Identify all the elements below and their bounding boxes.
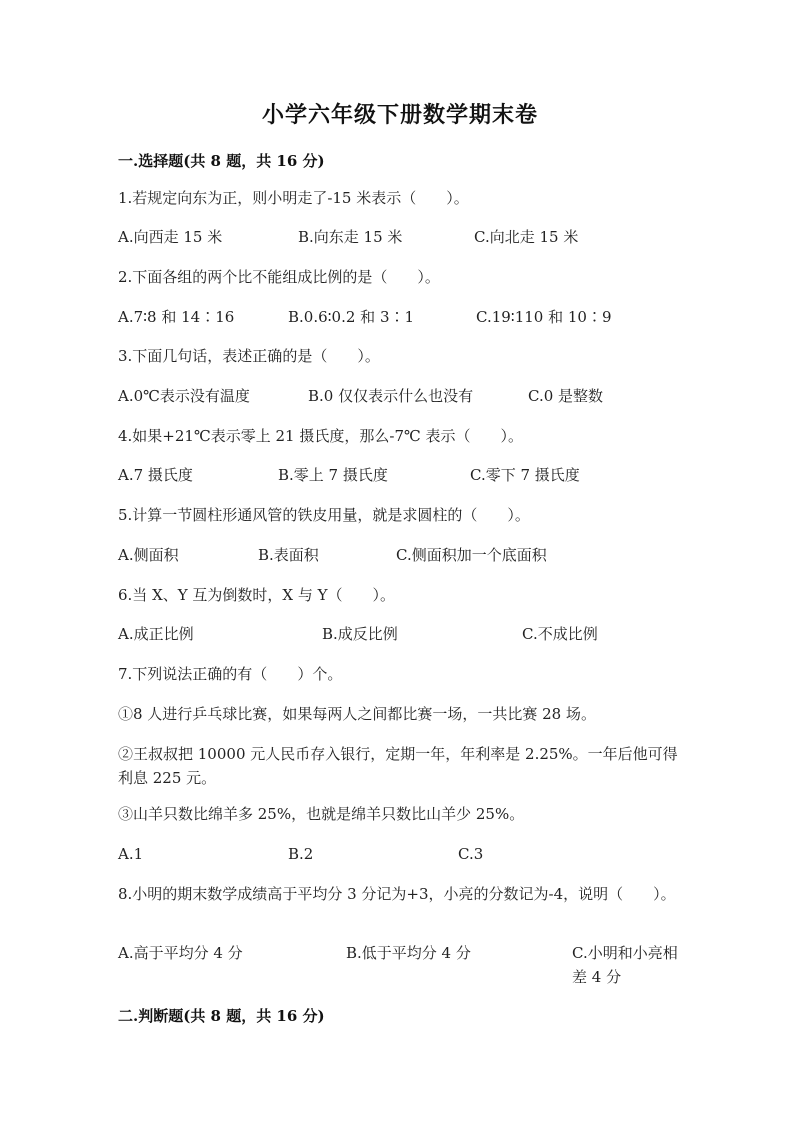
option-a[interactable]: A.7∶8 和 14∶16 bbox=[118, 308, 235, 326]
option-c[interactable]: C.19∶110 和 10∶9 bbox=[476, 308, 612, 326]
option-b[interactable]: B.0 仅仅表示什么也没有 bbox=[308, 387, 474, 405]
question-6: 6.当 X、Y 互为倒数时，X 与 Y（ ）。 bbox=[118, 586, 396, 604]
question-7: 7.下列说法正确的有（ ）个。 bbox=[118, 665, 343, 683]
option-c[interactable]: C.3 bbox=[458, 845, 484, 863]
option-a[interactable]: A.成正比例 bbox=[118, 625, 194, 643]
option-c[interactable]: C.向北走 15 米 bbox=[474, 228, 579, 246]
option-c[interactable]: C.不成比例 bbox=[522, 625, 598, 643]
option-c[interactable]: C.0 是整数 bbox=[528, 387, 604, 405]
page-title: 小学六年级下册数学期末卷 bbox=[261, 102, 538, 128]
question-5-options bbox=[118, 543, 698, 567]
question-7-statement-1: ①8 人进行乒乓球比赛，如果每两人之间都比赛一场，一共比赛 28 场。 bbox=[118, 705, 596, 723]
question-3-options bbox=[118, 384, 698, 408]
question-7-options bbox=[118, 842, 698, 866]
question-4: 4.如果+21℃表示零上 21 摄氏度，那么-7℃ 表示（ ）。 bbox=[118, 427, 524, 445]
option-c[interactable]: C.侧面积加一个底面积 bbox=[396, 546, 547, 564]
option-b[interactable]: B.低于平均分 4 分 bbox=[346, 944, 471, 962]
section-heading-choice: 一.选择题(共 8 题，共 16 分) bbox=[118, 152, 325, 170]
option-a[interactable]: A.向西走 15 米 bbox=[118, 228, 223, 246]
option-b[interactable]: B.成反比例 bbox=[322, 625, 398, 643]
question-8: 8.小明的期末数学成绩高于平均分 3 分记为+3，小亮的分数记为-4，说明（ ）。 bbox=[118, 885, 676, 903]
question-7-statement-2: ②王叔叔把 10000 元人民币存入银行，定期一年，年利率是 2.25%。一年后他可得利息 225 元。 bbox=[118, 745, 678, 787]
option-b[interactable]: B.向东走 15 米 bbox=[298, 228, 403, 246]
option-c[interactable]: C.零下 7 摄氏度 bbox=[470, 466, 580, 484]
option-a[interactable]: A.高于平均分 4 分 bbox=[118, 944, 243, 962]
option-b[interactable]: B.0.6∶0.2 和 3∶1 bbox=[288, 308, 415, 326]
question-5: 5.计算一节圆柱形通风管的铁皮用量，就是求圆柱的（ ）。 bbox=[118, 506, 530, 524]
option-a[interactable]: A.1 bbox=[118, 845, 144, 863]
option-b[interactable]: B.2 bbox=[288, 845, 314, 863]
option-b[interactable]: B.零上 7 摄氏度 bbox=[278, 466, 388, 484]
option-a[interactable]: A.侧面积 bbox=[118, 546, 179, 564]
question-7-statement-3: ③山羊只数比绵羊多 25%，也就是绵羊只数比山羊少 25%。 bbox=[118, 805, 525, 823]
question-4-options bbox=[118, 463, 698, 487]
option-a[interactable]: A.7 摄氏度 bbox=[118, 466, 193, 484]
question-6-options bbox=[118, 622, 698, 646]
option-a[interactable]: A.0℃表示没有温度 bbox=[118, 387, 250, 405]
question-3: 3.下面几句话，表述正确的是（ ）。 bbox=[118, 347, 380, 365]
option-c[interactable]: C.小明和小亮相差 4 分 bbox=[572, 944, 678, 986]
question-2-options bbox=[118, 305, 698, 329]
question-1-options bbox=[118, 225, 698, 249]
option-b[interactable]: B.表面积 bbox=[258, 546, 319, 564]
question-2: 2.下面各组的两个比不能组成比例的是（ ）。 bbox=[118, 268, 440, 286]
section-heading-judgment: 二.判断题(共 8 题，共 16 分) bbox=[118, 1007, 325, 1025]
question-1: 1.若规定向东为正，则小明走了-15 米表示（ ）。 bbox=[118, 189, 469, 207]
